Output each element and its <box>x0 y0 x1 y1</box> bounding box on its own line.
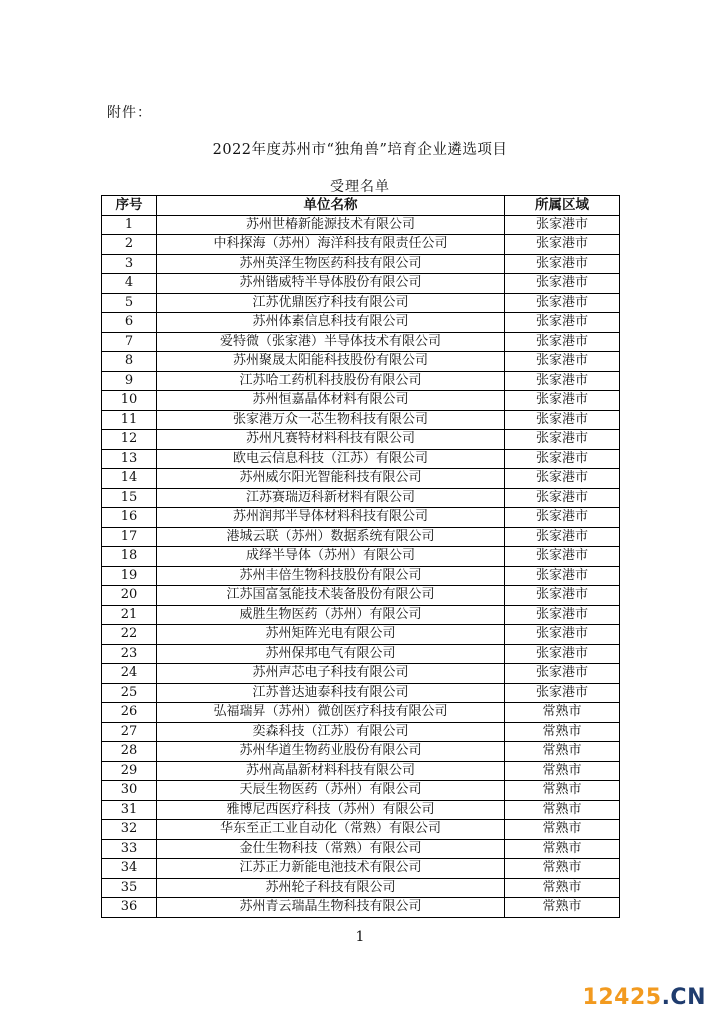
company-name: 苏州体素信息科技有限公司 <box>157 313 505 333</box>
table-row <box>102 664 620 684</box>
region: 张家港市 <box>505 683 620 703</box>
region: 张家港市 <box>505 235 620 255</box>
region: 张家港市 <box>505 371 620 391</box>
company-name: 威胜生物医药（苏州）有限公司 <box>157 605 505 625</box>
region: 张家港市 <box>505 605 620 625</box>
table-row <box>102 761 620 781</box>
region: 常熟市 <box>505 703 620 723</box>
applicant-table <box>101 195 620 918</box>
table-header-row <box>102 196 620 216</box>
company-name: 江苏哈工药机科技股份有限公司 <box>157 371 505 391</box>
company-name: 张家港万众一芯生物科技有限公司 <box>157 410 505 430</box>
row-index: 28 <box>102 742 157 762</box>
region: 常熟市 <box>505 800 620 820</box>
region: 常熟市 <box>505 898 620 918</box>
row-index: 26 <box>102 703 157 723</box>
company-name: 苏州世椿新能源技术有限公司 <box>157 215 505 235</box>
row-index: 19 <box>102 566 157 586</box>
row-index: 20 <box>102 586 157 606</box>
table-row <box>102 449 620 469</box>
region: 常熟市 <box>505 820 620 840</box>
row-index: 17 <box>102 527 157 547</box>
table-row <box>102 391 620 411</box>
company-name: 江苏普达迪泰科技有限公司 <box>157 683 505 703</box>
row-index: 35 <box>102 878 157 898</box>
region: 张家港市 <box>505 391 620 411</box>
region: 张家港市 <box>505 352 620 372</box>
row-index: 13 <box>102 449 157 469</box>
table-row <box>102 430 620 450</box>
table-row <box>102 332 620 352</box>
region: 常熟市 <box>505 761 620 781</box>
table-row <box>102 254 620 274</box>
row-index: 14 <box>102 469 157 489</box>
region: 张家港市 <box>505 625 620 645</box>
row-index: 18 <box>102 547 157 567</box>
company-name: 苏州保邦电气有限公司 <box>157 644 505 664</box>
company-name: 苏州英泽生物医药科技有限公司 <box>157 254 505 274</box>
row-index: 25 <box>102 683 157 703</box>
row-index: 36 <box>102 898 157 918</box>
region: 张家港市 <box>505 469 620 489</box>
company-name: 苏州青云瑞晶生物科技有限公司 <box>157 898 505 918</box>
row-index: 22 <box>102 625 157 645</box>
row-index: 11 <box>102 410 157 430</box>
table-row <box>102 683 620 703</box>
region: 张家港市 <box>505 586 620 606</box>
region: 张家港市 <box>505 332 620 352</box>
company-name: 苏州威尔阳光智能科技有限公司 <box>157 469 505 489</box>
table-row <box>102 313 620 333</box>
row-index: 3 <box>102 254 157 274</box>
table-row <box>102 469 620 489</box>
region: 常熟市 <box>505 878 620 898</box>
company-name: 苏州丰倍生物科技股份有限公司 <box>157 566 505 586</box>
table-row <box>102 293 620 313</box>
row-index: 21 <box>102 605 157 625</box>
region: 常熟市 <box>505 839 620 859</box>
company-name: 苏州润邦半导体材料科技有限公司 <box>157 508 505 528</box>
site-watermark <box>583 985 706 1010</box>
attachment-label: 附件： <box>107 105 152 121</box>
region: 张家港市 <box>505 313 620 333</box>
row-index: 29 <box>102 761 157 781</box>
company-name: 欧电云信息科技（江苏）有限公司 <box>157 449 505 469</box>
row-index: 33 <box>102 839 157 859</box>
company-name: 苏州华道生物药业股份有限公司 <box>157 742 505 762</box>
row-index: 32 <box>102 820 157 840</box>
company-name: 苏州高晶新材料科技有限公司 <box>157 761 505 781</box>
row-index: 24 <box>102 664 157 684</box>
table-row <box>102 586 620 606</box>
table-row <box>102 508 620 528</box>
row-index: 34 <box>102 859 157 879</box>
header-company: 单位名称 <box>157 196 505 216</box>
table-row <box>102 820 620 840</box>
table-row <box>102 722 620 742</box>
table-row <box>102 215 620 235</box>
table-row <box>102 371 620 391</box>
table-row <box>102 605 620 625</box>
company-name: 江苏国富氢能技术装备股份有限公司 <box>157 586 505 606</box>
table-row <box>102 800 620 820</box>
region: 张家港市 <box>505 410 620 430</box>
row-index: 4 <box>102 274 157 294</box>
table-row <box>102 352 620 372</box>
row-index: 9 <box>102 371 157 391</box>
company-name: 江苏优鼎医疗科技有限公司 <box>157 293 505 313</box>
region: 张家港市 <box>505 527 620 547</box>
company-name: 天辰生物医药（苏州）有限公司 <box>157 781 505 801</box>
row-index: 10 <box>102 391 157 411</box>
region: 张家港市 <box>505 664 620 684</box>
page-number: 1 <box>355 929 365 945</box>
region: 张家港市 <box>505 449 620 469</box>
company-name: 江苏正力新能电池技术有限公司 <box>157 859 505 879</box>
table-row <box>102 274 620 294</box>
table-row <box>102 235 620 255</box>
region: 张家港市 <box>505 488 620 508</box>
company-name: 弘福瑞昇（苏州）微创医疗科技有限公司 <box>157 703 505 723</box>
document-title: 2022年度苏州市“独角兽”培育企业遴选项目 <box>212 142 508 158</box>
row-index: 7 <box>102 332 157 352</box>
table-row <box>102 547 620 567</box>
table-row <box>102 703 620 723</box>
company-name: 成绎半导体（苏州）有限公司 <box>157 547 505 567</box>
region: 常熟市 <box>505 859 620 879</box>
company-name: 苏州矩阵光电有限公司 <box>157 625 505 645</box>
table-row <box>102 878 620 898</box>
table-row <box>102 839 620 859</box>
row-index: 30 <box>102 781 157 801</box>
row-index: 6 <box>102 313 157 333</box>
table-row <box>102 527 620 547</box>
table-row <box>102 898 620 918</box>
table-row <box>102 742 620 762</box>
region: 张家港市 <box>505 547 620 567</box>
table-row <box>102 488 620 508</box>
row-index: 31 <box>102 800 157 820</box>
table-row <box>102 566 620 586</box>
table-body <box>102 215 620 917</box>
table-row <box>102 410 620 430</box>
region: 张家港市 <box>505 644 620 664</box>
company-name: 金仕生物科技（常熟）有限公司 <box>157 839 505 859</box>
company-name: 苏州轮子科技有限公司 <box>157 878 505 898</box>
row-index: 15 <box>102 488 157 508</box>
region: 张家港市 <box>505 215 620 235</box>
header-region: 所属区域 <box>505 196 620 216</box>
company-name: 江苏赛瑞迈科新材料有限公司 <box>157 488 505 508</box>
list-subtitle: 受理名单 <box>330 179 390 195</box>
company-name: 苏州凡赛特材料科技有限公司 <box>157 430 505 450</box>
table-row <box>102 644 620 664</box>
row-index: 27 <box>102 722 157 742</box>
table-row <box>102 859 620 879</box>
row-index: 8 <box>102 352 157 372</box>
company-name: 雅博尼西医疗科技（苏州）有限公司 <box>157 800 505 820</box>
company-name: 苏州恒嘉晶体材料有限公司 <box>157 391 505 411</box>
company-name: 华东至正工业自动化（常熟）有限公司 <box>157 820 505 840</box>
region: 张家港市 <box>505 508 620 528</box>
company-name: 苏州声芯电子科技有限公司 <box>157 664 505 684</box>
company-name: 港城云联（苏州）数据系统有限公司 <box>157 527 505 547</box>
header-index: 序号 <box>102 196 157 216</box>
row-index: 5 <box>102 293 157 313</box>
region: 张家港市 <box>505 274 620 294</box>
region: 常熟市 <box>505 742 620 762</box>
table-row <box>102 625 620 645</box>
table-row <box>102 781 620 801</box>
watermark-domain: .CN <box>661 985 706 1010</box>
row-index: 16 <box>102 508 157 528</box>
company-name: 爱特微（张家港）半导体技术有限公司 <box>157 332 505 352</box>
region: 张家港市 <box>505 254 620 274</box>
company-name: 奕森科技（江苏）有限公司 <box>157 722 505 742</box>
region: 常熟市 <box>505 722 620 742</box>
row-index: 23 <box>102 644 157 664</box>
row-index: 12 <box>102 430 157 450</box>
company-name: 苏州锴威特半导体股份有限公司 <box>157 274 505 294</box>
region: 张家港市 <box>505 566 620 586</box>
region: 常熟市 <box>505 781 620 801</box>
region: 张家港市 <box>505 293 620 313</box>
region: 张家港市 <box>505 430 620 450</box>
row-index: 1 <box>102 215 157 235</box>
company-name: 苏州聚晟太阳能科技股份有限公司 <box>157 352 505 372</box>
row-index: 2 <box>102 235 157 255</box>
company-name: 中科探海（苏州）海洋科技有限责任公司 <box>157 235 505 255</box>
watermark-number: 12425 <box>582 985 662 1010</box>
